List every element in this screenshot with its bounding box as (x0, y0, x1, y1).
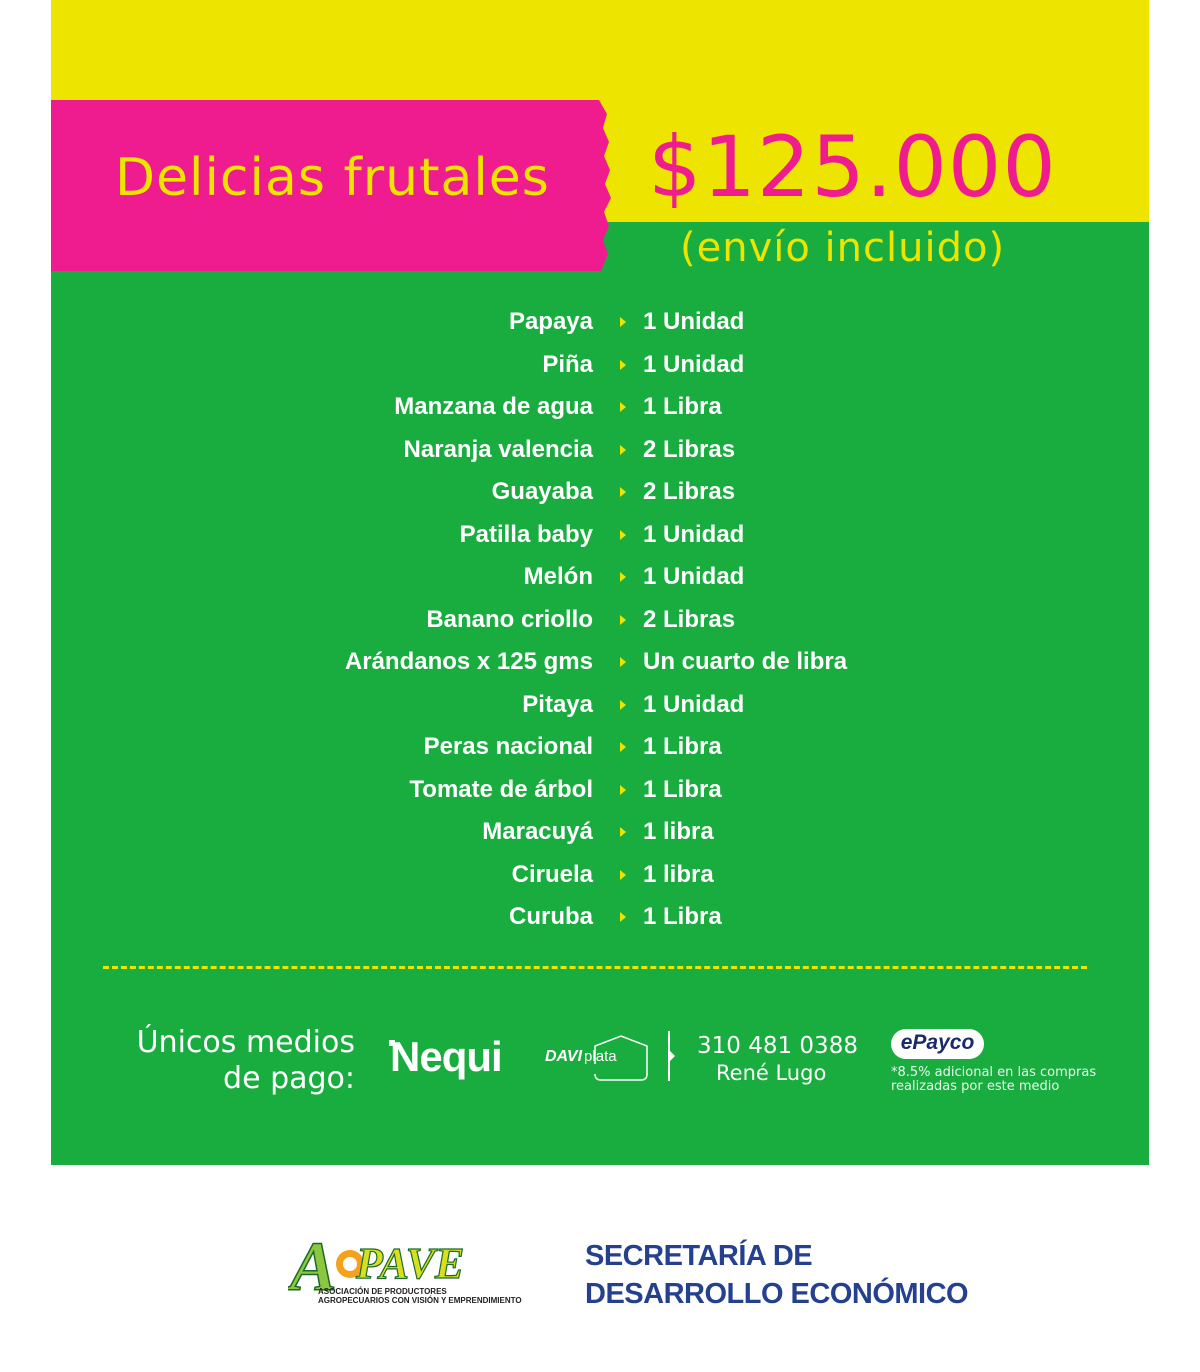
list-item (0, 387, 1200, 429)
fruit-quantity: 1 Unidad (643, 690, 745, 718)
arrow-icon (620, 615, 626, 625)
fruit-name: Guayaba (491, 478, 593, 505)
arrow-icon (620, 360, 626, 370)
list-item (0, 685, 1200, 727)
fruit-quantity: 2 Libras (643, 478, 736, 505)
epayco-note: *8.5% adicional en las compras realizadas por este medio (891, 1065, 1097, 1094)
payment-label-line2: de pago: (223, 1061, 355, 1096)
fruit-name: Peras nacional (423, 733, 593, 760)
fruit-quantity: 1 libra (643, 818, 714, 845)
arrow-icon (620, 657, 626, 667)
arrow-icon (620, 445, 626, 455)
daviplata-logo (545, 1034, 655, 1084)
list-item (0, 897, 1200, 939)
arrow-icon (620, 530, 626, 540)
list-item (0, 515, 1200, 557)
fruit-name: Arándanos x 125 gms (344, 648, 593, 675)
fruit-name: Ciruela (511, 860, 593, 888)
arrow-icon (620, 317, 626, 327)
arrow-icon (620, 870, 626, 880)
list-item (0, 855, 1200, 897)
list-item (0, 600, 1200, 642)
payment-label-line1: Únicos medios (136, 1025, 355, 1060)
secretaria-logo (585, 1237, 968, 1313)
epayco-logo (891, 1029, 984, 1059)
arrow-icon (620, 572, 626, 582)
list-item (0, 642, 1200, 684)
arrow-icon (620, 402, 626, 412)
list-item (0, 430, 1200, 472)
fruit-name: Banano criollo (426, 605, 593, 633)
list-item (0, 812, 1200, 854)
list-item (0, 302, 1200, 344)
fruit-quantity: 1 Unidad (643, 308, 745, 335)
list-item (0, 472, 1200, 514)
fruit-quantity: 1 Libra (643, 775, 722, 803)
fruit-quantity: 2 Libras (643, 435, 736, 463)
shipping-note: (envío incluido) (680, 225, 1006, 271)
fruit-name: Piña (542, 350, 593, 378)
svg-text:A: A (290, 1229, 337, 1306)
list-item (0, 345, 1200, 387)
phone-number: 310 481 0388 (697, 1033, 858, 1059)
apave-subtitle-line2: AGROPECUARIOS CON VISIÓN Y EMPRENDIMIENTO (318, 1296, 522, 1305)
fruit-name: Manzana de agua (394, 393, 593, 420)
dashed-divider (103, 966, 1087, 969)
secretaria-line2: DESARROLLO ECONÓMICO (585, 1278, 969, 1310)
fruit-quantity: 1 libra (643, 860, 714, 888)
fruit-quantity: 1 Libra (643, 393, 722, 420)
fruit-quantity: 2 Libras (643, 605, 736, 633)
fruit-quantity: 1 Libra (643, 733, 722, 760)
page-title: Delicias frutales (115, 148, 550, 208)
fruit-name: Maracuyá (482, 818, 593, 845)
fruit-name: Tomate de árbol (409, 775, 593, 803)
arrow-icon (620, 912, 626, 922)
payment-methods-label (100, 1025, 355, 1097)
arrow-icon (620, 700, 626, 710)
daviplata-davi: DAVI plata (545, 1048, 617, 1065)
fruit-quantity: Un cuarto de libra (643, 648, 848, 675)
fruit-quantity: 1 Unidad (643, 563, 745, 590)
fruit-name: Naranja valencia (403, 435, 593, 463)
svg-text:PAVE: PAVE (356, 1239, 465, 1288)
arrow-icon (620, 742, 626, 752)
price-label: $125.000 (648, 118, 1057, 216)
fruit-quantity: 1 Libra (643, 903, 722, 930)
nequi-logo: Nequi (390, 1033, 502, 1080)
epayco-logo-text: ePayco (900, 1031, 975, 1054)
apave-subtitle-line1: ASOCIACIÓN DE PRODUCTORES (318, 1287, 447, 1296)
fruit-name: Curuba (509, 903, 593, 930)
apave-subtitle (318, 1287, 522, 1305)
list-item (0, 770, 1200, 812)
contact-name: René Lugo (716, 1061, 827, 1085)
fruit-name: Pitaya (522, 690, 593, 718)
fruit-quantity: 1 Unidad (643, 350, 745, 378)
separator-arrow-icon (669, 1050, 675, 1062)
arrow-icon (620, 827, 626, 837)
fruit-name: Patilla baby (459, 520, 593, 548)
arrow-icon (620, 487, 626, 497)
arrow-icon (620, 785, 626, 795)
fruit-name: Melón (523, 563, 593, 590)
secretaria-line1: SECRETARÍA DE (585, 1240, 813, 1272)
fruit-name: Papaya (508, 308, 593, 335)
fruit-quantity: 1 Unidad (643, 520, 745, 548)
list-item (0, 557, 1200, 599)
list-item (0, 727, 1200, 769)
